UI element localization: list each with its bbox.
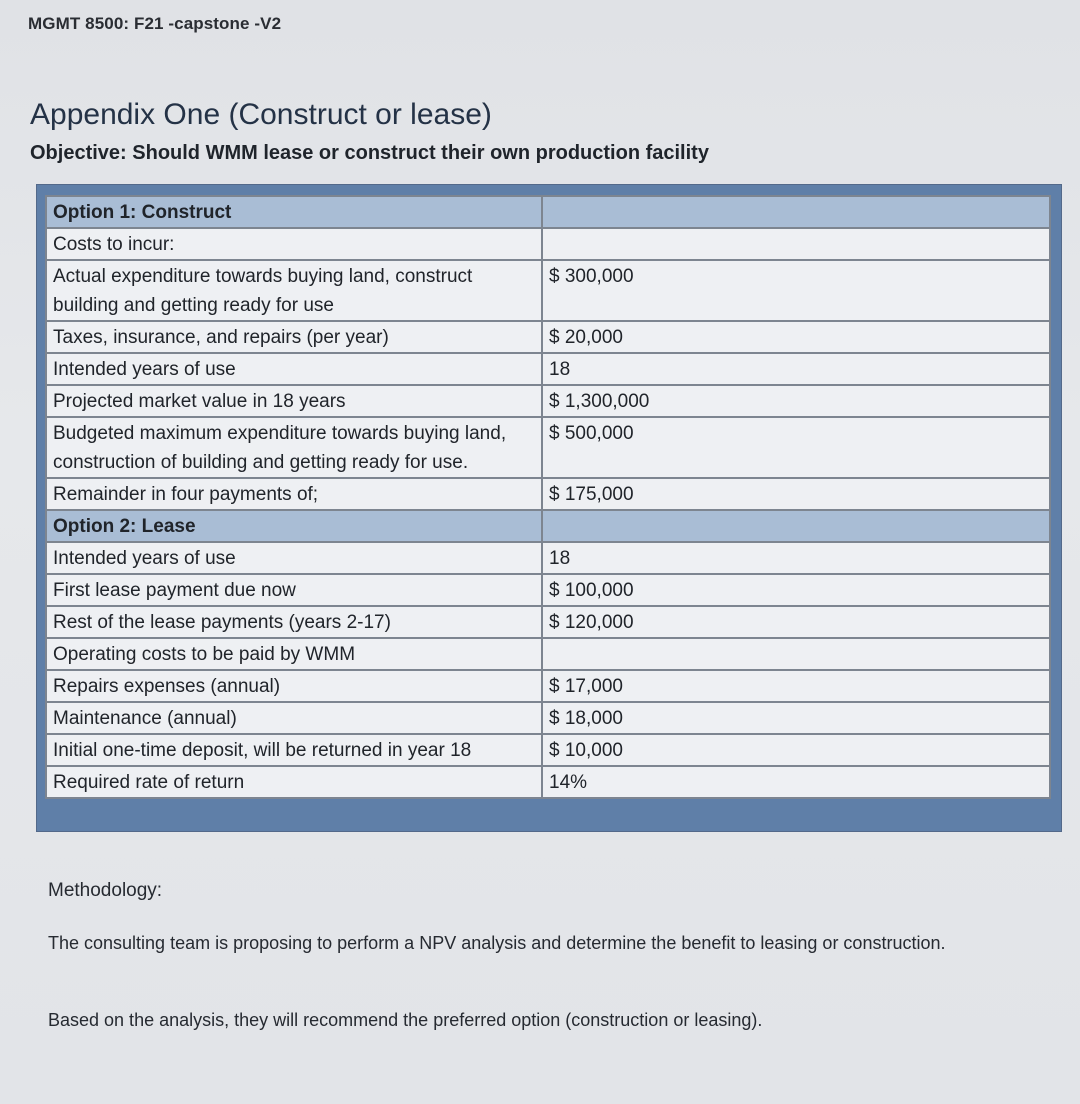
row-value: $ 10,000 [542, 734, 1050, 766]
row-value: 14% [542, 766, 1050, 798]
objective-text: Objective: Should WMM lease or construct their own production facility [30, 142, 709, 164]
section-title: Option 2: Lease [46, 510, 542, 542]
row-value [542, 228, 1050, 260]
row-value: $ 20,000 [542, 321, 1050, 353]
row-label: Taxes, insurance, and repairs (per year) [46, 321, 542, 353]
row-value: $ 100,000 [542, 574, 1050, 606]
table-row [46, 606, 1050, 638]
row-label: Initial one-time deposit, will be returned in year 18 [46, 734, 542, 766]
row-value: $ 1,300,000 [542, 385, 1050, 417]
row-label: Budgeted maximum expenditure towards buying land, construction of building and getting ready for use. [46, 417, 542, 478]
row-label: Costs to incur: [46, 228, 542, 260]
table-row [46, 417, 1050, 478]
table-row [46, 321, 1050, 353]
section-title: Option 1: Construct [46, 196, 542, 228]
row-label: Operating costs to be paid by WMM [46, 638, 542, 670]
row-label: Repairs expenses (annual) [46, 670, 542, 702]
row-value: 18 [542, 353, 1050, 385]
recommendation-paragraph: Based on the analysis, they will recommend the preferred option (construction or leasing). [48, 1010, 763, 1030]
row-label: Intended years of use [46, 353, 542, 385]
row-value: $ 175,000 [542, 478, 1050, 510]
row-value: $ 500,000 [542, 417, 1050, 478]
table-row [46, 353, 1050, 385]
cost-table-frame [36, 184, 1062, 832]
table-row [46, 766, 1050, 798]
table-row [46, 670, 1050, 702]
row-label: Projected market value in 18 years [46, 385, 542, 417]
row-value: $ 300,000 [542, 260, 1050, 321]
section-value [542, 510, 1050, 542]
table-row [46, 228, 1050, 260]
section-header-construct [46, 196, 1050, 228]
row-value: $ 17,000 [542, 670, 1050, 702]
row-label: Intended years of use [46, 542, 542, 574]
row-value: $ 120,000 [542, 606, 1050, 638]
methodology-heading: Methodology: [48, 880, 163, 901]
row-value [542, 638, 1050, 670]
row-label: Required rate of return [46, 766, 542, 798]
row-label: First lease payment due now [46, 574, 542, 606]
row-label: Rest of the lease payments (years 2-17) [46, 606, 542, 638]
table-row [46, 734, 1050, 766]
row-label: Actual expenditure towards buying land, construct building and getting ready for use [46, 260, 542, 321]
cost-comparison-table [45, 195, 1051, 799]
table-row [46, 638, 1050, 670]
table-row [46, 385, 1050, 417]
document-header-title: MGMT 8500: F21 -capstone -V2 [28, 14, 282, 33]
table-row [46, 478, 1050, 510]
row-label: Remainder in four payments of; [46, 478, 542, 510]
table-row [46, 542, 1050, 574]
table-row [46, 260, 1050, 321]
appendix-title: Appendix One (Construct or lease) [30, 98, 492, 131]
table-row [46, 702, 1050, 734]
section-value [542, 196, 1050, 228]
table-row [46, 574, 1050, 606]
section-header-lease [46, 510, 1050, 542]
row-label: Maintenance (annual) [46, 702, 542, 734]
row-value: 18 [542, 542, 1050, 574]
row-value: $ 18,000 [542, 702, 1050, 734]
methodology-paragraph: The consulting team is proposing to perform a NPV analysis and determine the benefit to leasing or construction. [48, 933, 946, 953]
